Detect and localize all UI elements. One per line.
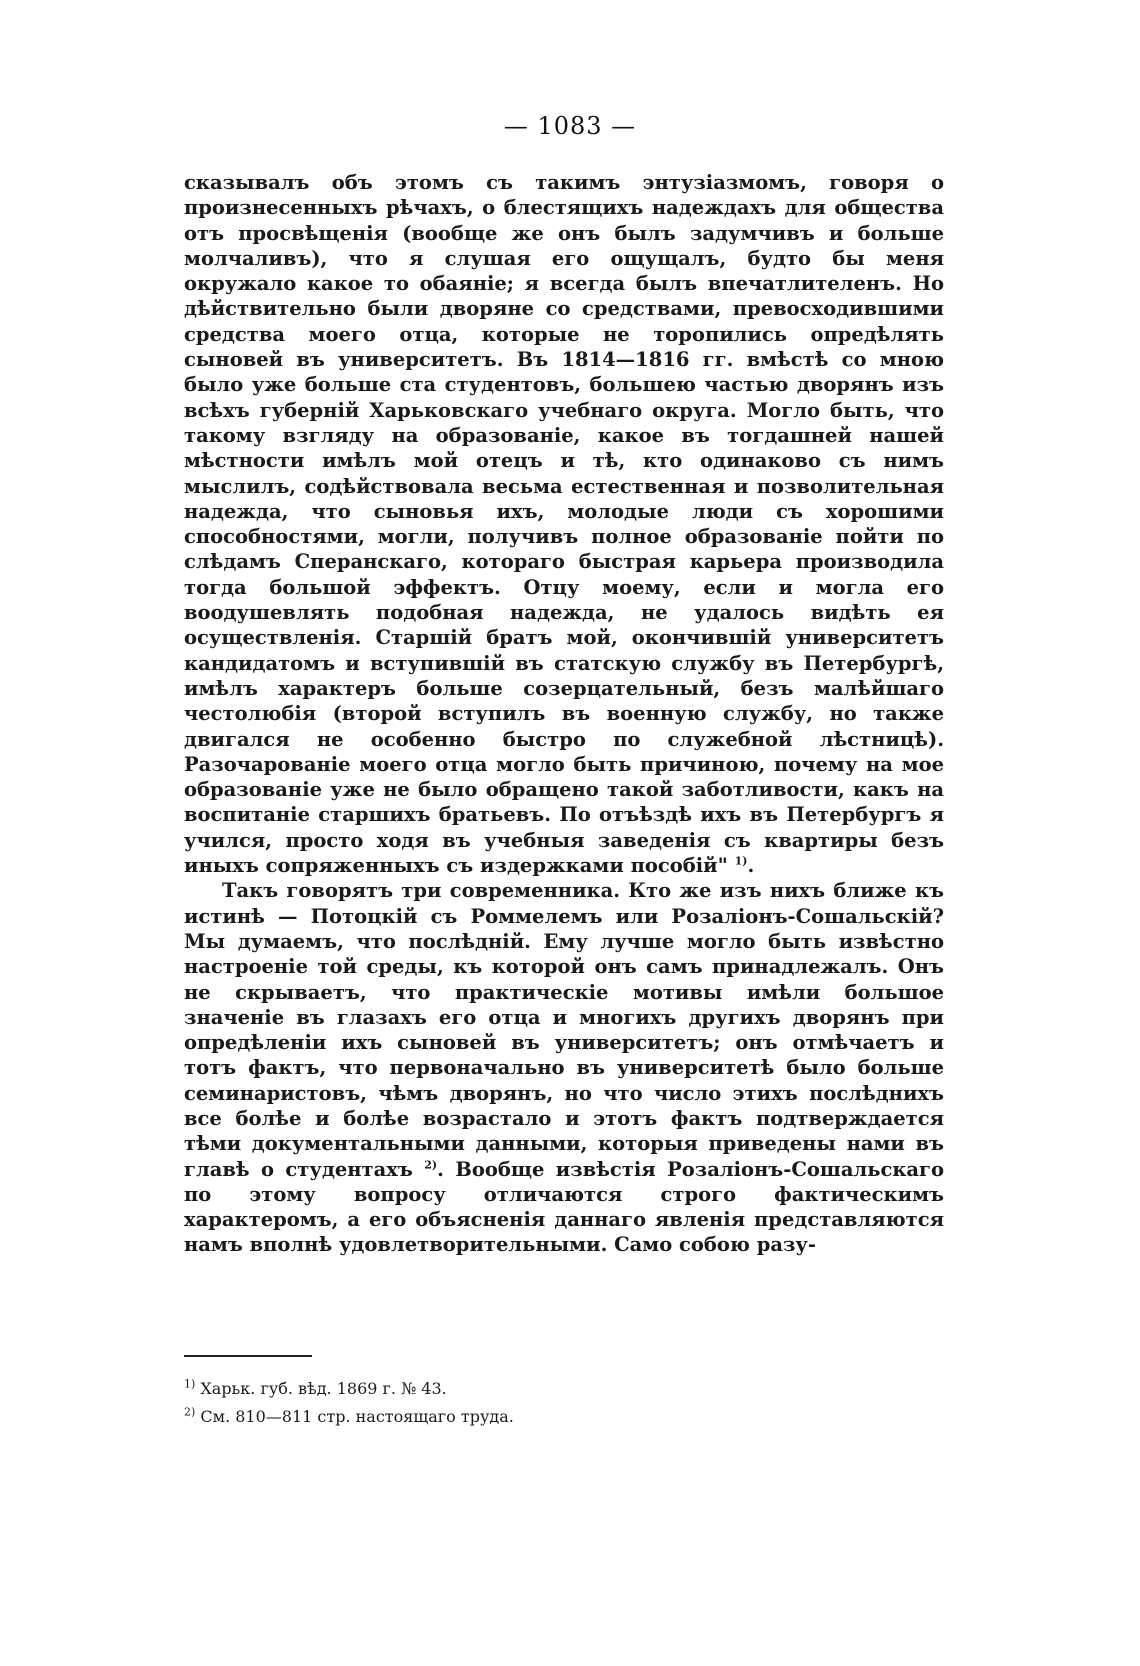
paragraph-2-tail: . Вообще извѣстія Розаліонъ-Сошальскаго по этому вопросу отличаются строго фактическимъ характеромъ, а его объясненія даннаго явленія представляются намъ вполнѣ удовлетворительными. Само собою разу-: [184, 1157, 944, 1257]
footnote-1: [184, 1375, 944, 1403]
footnote-2: [184, 1403, 944, 1431]
paragraph-1: [184, 170, 944, 878]
footnote-ref-2: 2): [424, 1158, 438, 1172]
paragraph-2-text: Такъ говорятъ три современника. Кто же изъ нихъ ближе къ истинѣ — Потоцкій съ Роммелемъ или Розаліонъ-Сошальскій? Мы думаемъ, что послѣдній. Ему лучше могло быть извѣстно настроеніе той среды, къ которой онъ самъ принадлежалъ. Онъ не скрываетъ, что практическіе мотивы имѣли большое значеніе въ глазахъ его отца и многихъ другихъ дворянъ при опредѣленіи ихъ сыновей въ университетъ; онъ отмѣчаетъ и тотъ фактъ, что первоначально въ университетѣ было больше семинаристовъ, чѣмъ дворянъ, но что число этихъ послѣднихъ все болѣе и болѣе возрастало и этотъ фактъ подтверждается тѣми документальными данными, которыя приведены нами въ главѣ о студентахъ: [184, 879, 944, 1181]
footnote-2-mark: 2): [184, 1405, 196, 1419]
page-number: — 1083 —: [503, 112, 637, 140]
body-text: [184, 170, 944, 1258]
paragraph-2: [184, 878, 944, 1257]
footnote-2-text: См. 810—811 стр. настоящаго труда.: [195, 1407, 514, 1426]
footnotes: [184, 1375, 944, 1431]
paragraph-1-text: сказывалъ объ этомъ съ такимъ энтузіазмомъ, говоря о произнесенныхъ рѣчахъ, о блестящихъ надеждахъ для общества отъ просвѣщенія (вообще же онъ былъ задумчивъ и больше молчаливъ), что я слушая его ощущалъ, будто бы меня окружало какое то обаяніе; я всегда былъ впечатлителенъ. Но дѣйствительно были дворяне со средствами, превосходившими средства моего отца, которые не торопились опредѣлять сыновей въ университетъ. Въ 1814—1816 гг. вмѣстѣ со мною было уже больше ста студентовъ, большею частью дворянъ изъ всѣхъ губерній Харьковскаго учебнаго округа. Могло быть, что такому взгляду на образованіе, какое въ тогдашней нашей мѣстности имѣлъ мой отецъ и тѣ, кто одинаково съ нимъ мыслилъ, содѣйствовала весьма естественная и позволительная надежда, что сыновья ихъ, молодые люди съ хорошими способностями, могли, получивъ полное образованіе пойти по слѣдамъ Сперанскаго, котораго быстрая карьера производила тогда большой эффектъ. Отцу моему, если и могла его воодушевлять подобная надежда, не удалось видѣть ея осуществленія. Старшій братъ мой, окончившій университетъ кандидатомъ и вступившій въ статскую службу въ Петербургѣ, имѣлъ характеръ больше созерцательный, безъ малѣйшаго честолюбія (второй вступилъ въ военную службу, но также двигался не особенно быстро по служебной лѣстницѣ). Разочарованіе моего отца могло быть причиною, почему на мое образованіе уже не было обращено такой заботливости, какъ на воспитаніе старшихъ братьевъ. По отъѣздѣ ихъ въ Петербургъ я учился, просто ходя въ учебныя заведенія съ квартиры безъ иныхъ сопряженныхъ съ издержками пособій": [184, 171, 944, 878]
paragraph-1-end: .: [747, 854, 755, 878]
footnote-1-text: Харьк. губ. вѣд. 1869 г. № 43.: [195, 1379, 447, 1398]
footnote-divider: [184, 1355, 312, 1357]
footnote-1-mark: 1): [184, 1377, 196, 1391]
footnote-ref-1: 1): [734, 854, 748, 868]
